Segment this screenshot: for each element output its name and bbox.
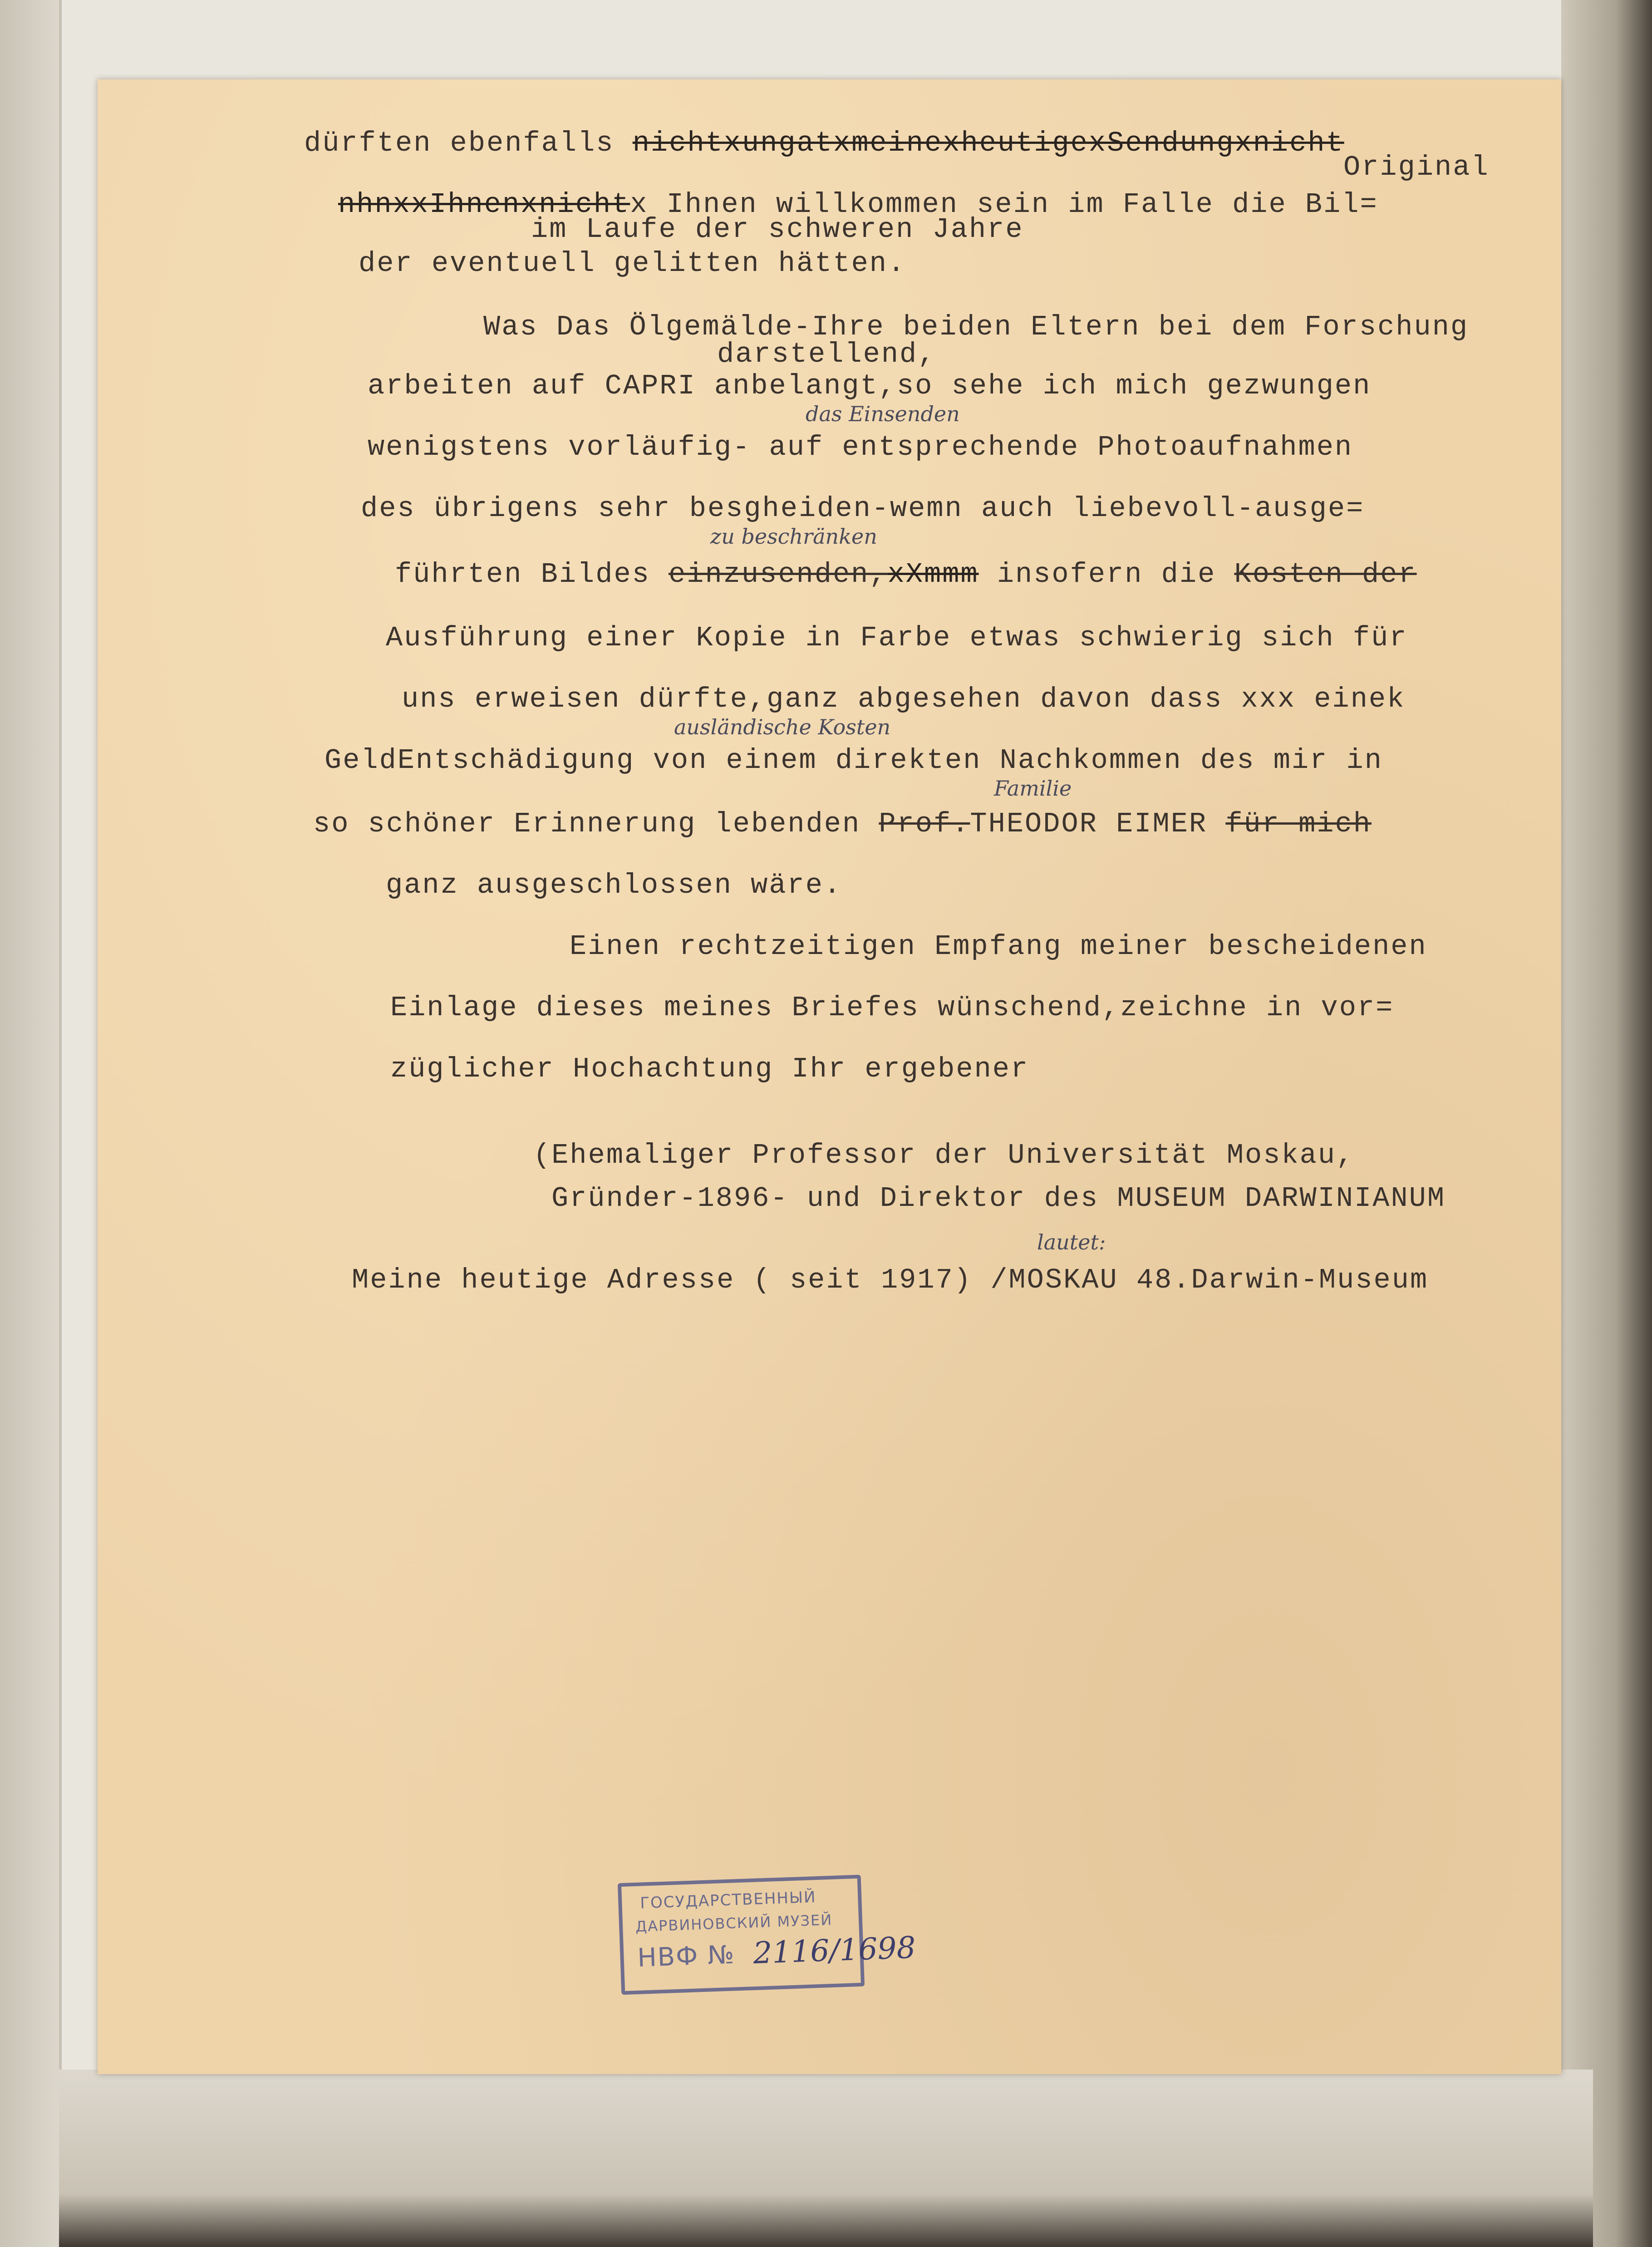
struck-text-2: xXmmm	[887, 558, 979, 590]
text-line-12	[386, 622, 1408, 654]
line-text: Original	[1343, 151, 1490, 183]
line-text: uns erweisen dürfte,ganz abgesehen davon dass xxx einek	[402, 683, 1406, 715]
stamp-line-1: ГОСУДАРСТВЕННЫЙ	[639, 1888, 817, 1913]
text-line-22	[352, 1264, 1428, 1296]
text-line-5	[359, 247, 906, 280]
line-text: des übrigens sehr besgheiden-wemn auch liebevoll-ausge=	[361, 492, 1365, 525]
stamp-line-3: НВФ №	[637, 1940, 736, 1973]
line-text: Ausführung einer Kopie in Farbe etwas schwierig sich für	[386, 622, 1408, 654]
underlying-sheet-edge-bottom	[59, 2070, 1593, 2247]
text-line-11	[395, 558, 1417, 590]
line-text: der eventuell gelitten hätten.	[359, 247, 906, 280]
struck-text: nichtxungatxmeinexheutigexSendungxnicht	[632, 127, 1344, 159]
text-line-20	[533, 1139, 1354, 1171]
line-text: Einlage dieses meines Briefes wünschend,zeichne in vor=	[390, 992, 1394, 1024]
line-text: darstellend,	[717, 338, 936, 370]
struck-text: Prof.	[879, 808, 970, 840]
line-text: Meine heutige Adresse ( seit 1917) /MOSKAU 48.Darwin-Museum	[352, 1264, 1429, 1296]
line-text: Einen rechtzeitigen Empfang meiner bescheidenen	[570, 930, 1427, 963]
line-text: wenigstens vorläufig- auf entsprechende Photoaufnahmen	[368, 431, 1353, 463]
text-line-6	[483, 311, 1469, 343]
text-line-1	[304, 127, 1344, 159]
text-line-16	[386, 869, 842, 901]
text-line-8	[368, 370, 1371, 402]
line-text: dürften ebenfalls	[304, 127, 633, 159]
stamp-line-2: ДАРВИНОВСКИЙ МУЗЕЙ	[635, 1911, 833, 1936]
text-line-18	[390, 992, 1394, 1024]
text-line-9	[368, 431, 1353, 463]
handwritten-insert-3: ausländische Kosten	[674, 715, 891, 739]
text-line-21	[551, 1182, 1446, 1214]
line-text: (Ehemaliger Professor der Universität Moskau,	[533, 1139, 1355, 1171]
text-line-14	[324, 744, 1383, 777]
text-line-4	[531, 213, 1024, 246]
line-text: GeldEntschädigung von einem direkten Nachkommen des mir in	[324, 744, 1383, 777]
line-text-2: insofern die	[978, 558, 1234, 590]
stamp-inventory-number: 2116/1698	[752, 1930, 916, 1971]
text-line-10	[361, 492, 1364, 525]
handwritten-insert-5: lautet:	[1037, 1230, 1106, 1254]
line-text: ganz ausgeschlossen wäre.	[386, 869, 842, 901]
text-line-17	[570, 930, 1427, 963]
text-line-7	[717, 338, 936, 370]
line-text: arbeiten auf CAPRI anbelangt,so sehe ich mich gezwungen	[368, 370, 1372, 402]
letter-page	[98, 79, 1561, 2074]
line-text: im Laufe der schweren Jahre	[531, 213, 1024, 246]
text-line-15	[313, 808, 1372, 840]
line-text: x Ihnen willkommen sein im Falle die Bil=	[630, 188, 1378, 221]
line-text: Was Das Ölgemälde-Ihre beiden Eltern bei dem Forschung	[483, 311, 1469, 343]
struck-text: nhnxxIhnenxnicht	[338, 188, 630, 221]
line-text: Gründer-1896- und Direktor des MUSEUM DARWINIANUM	[551, 1182, 1446, 1214]
underlying-sheet-edge-right	[1561, 0, 1652, 2247]
line-text: so schöner Erinnerung lebenden	[313, 808, 879, 840]
handwritten-insert-4: Familie	[994, 776, 1072, 801]
line-text: züglicher Hochachtung Ihr ergebener	[390, 1053, 1029, 1085]
struck-text: einzusenden,	[669, 558, 888, 590]
text-line-19	[390, 1053, 1029, 1085]
struck-text-2: für mich	[1225, 808, 1372, 840]
museum-inventory-stamp	[618, 1875, 916, 1995]
line-text-2: THEODOR EIMER	[970, 808, 1226, 840]
handwritten-insert-1: das Einsenden	[806, 402, 960, 426]
line-text: führten Bildes	[395, 558, 669, 590]
struck-text-3: Kosten der	[1234, 558, 1417, 590]
handwritten-insert-2: zu beschränken	[710, 524, 877, 549]
text-line-2	[1343, 151, 1490, 183]
text-line-13	[402, 683, 1405, 715]
